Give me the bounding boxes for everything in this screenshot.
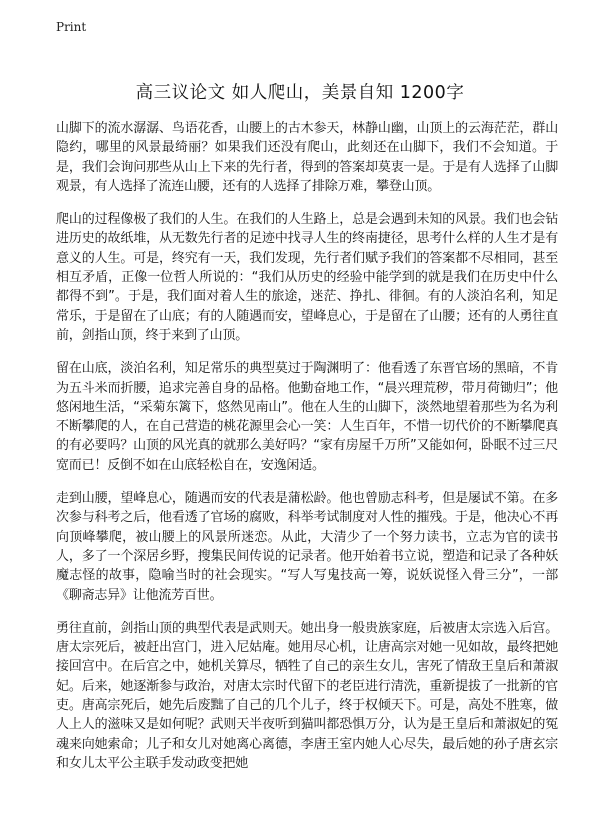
paragraph-1: 山脚下的流水潺潺、鸟语花香，山腰上的古木参天，林静山幽，山顶上的云海茫茫，群山隐约，哪里的风景最绮丽？如果我们还没有爬山，此刻还在山脚下，我们不会知道。于是，我们会询问那些从山上下来的先行者，得到的答案却莫衷一是。于是有人选择了山脚观景，有人选择了流连山腰，还有的人选择了排除万难，攀登山顶。 bbox=[56, 121, 558, 194]
print-link[interactable]: Print bbox=[56, 20, 87, 34]
paragraph-2: 爬山的过程像极了我们的人生。在我们的人生路上，总是会遇到未知的风景。我们也会钻进历史的故纸堆，从无数先行者的足迹中找寻人生的终南捷径，思考什么样的人生才是有意义的人生。可是，终究有一天，我们发现，先行者们赋予我们的答案都不尽相同，甚至相互矛盾，正像一位哲人所说的：“我们从历史的经验中能学到的就是我们在历史中什么都得不到”。于是，我们面对着人生的旅途，迷茫、挣扎、徘徊。有的人淡泊名利，知足常乐，于是留在了山底；有的人随遇而安，望峰息心，于是留在了山腰；还有的人勇往直前，剑指山顶，终于来到了山顶。 bbox=[56, 212, 558, 343]
paragraph-5: 勇往直前，剑指山顶的典型代表是武则天。她出身一般贵族家庭，后被唐太宗选入后宫。唐太宗死后，被赶出宫门，进入尼姑庵。她用尽心机，让唐高宗对她一见如故，最终把她接回宫中。在后宫之中，她机关算尽，牺牲了自己的亲生女儿，害死了情敌王皇后和萧淑妃。后来，她逐渐参与政治，对唐太宗时代留下的老臣进行清洗，重新提拔了一批新的官吏。唐高宗死后，她先后废黜了自己的几个儿子，终于权倾天下。可是，高处不胜寒，做人上人的滋味又是如何呢？武则天半夜听到猫叫都恐惧万分，认为是王皇后和萧淑妃的冤魂来向她索命；儿子和女儿对她离心离德，李唐王室内她人心尽失，最后她的孙子唐玄宗和女儿太平公主联手发动政变把她 bbox=[56, 620, 558, 771]
document-title: 高三议论文 如人爬山，美景自知 1200字 bbox=[135, 83, 465, 103]
paragraph-4: 走到山腰，望峰息心，随遇而安的代表是蒲松龄。他也曾励志科考，但是屡试不第。在多次参与科考之后，他看透了官场的腐败，科举考试制度对人性的摧残。于是，他决心不再向顶峰攀爬，被山腰上的风景所迷恋。从此，大清少了一个努力读书，立志为官的读书人，多了一个深居乡野，搜集民间传说的记录者。他开始着书立说，塑造和记录了各种妖魔志怪的故事，隐喻当时的社会现实。“写人写鬼技高一筹，说妖说怪入骨三分”，一部《聊斋志异》让他流芳百世。 bbox=[56, 491, 558, 603]
paragraph-3: 留在山底，淡泊名利，知足常乐的典型莫过于陶渊明了：他看透了东晋官场的黑暗，不肯为五斗米而折腰，追求完善自身的品格。他勤奋地工作，“晨兴理荒秽，带月荷锄归”；他悠闲地生活，“采菊东篱下，悠然见南山”。他在人生的山脚下，淡然地望着那些为名为利不断攀爬的人，在自己营造的桃花源里会心一笑：人生百年，不惜一切代价的不断攀爬真的有必要吗？山顶的风光真的就那么美好吗？“家有房屋千万所”又能如何，卧眠不过三尺宽而已！反倒不如在山底轻松自在，安逸闲适。 bbox=[56, 361, 558, 473]
document-body bbox=[56, 119, 558, 787]
